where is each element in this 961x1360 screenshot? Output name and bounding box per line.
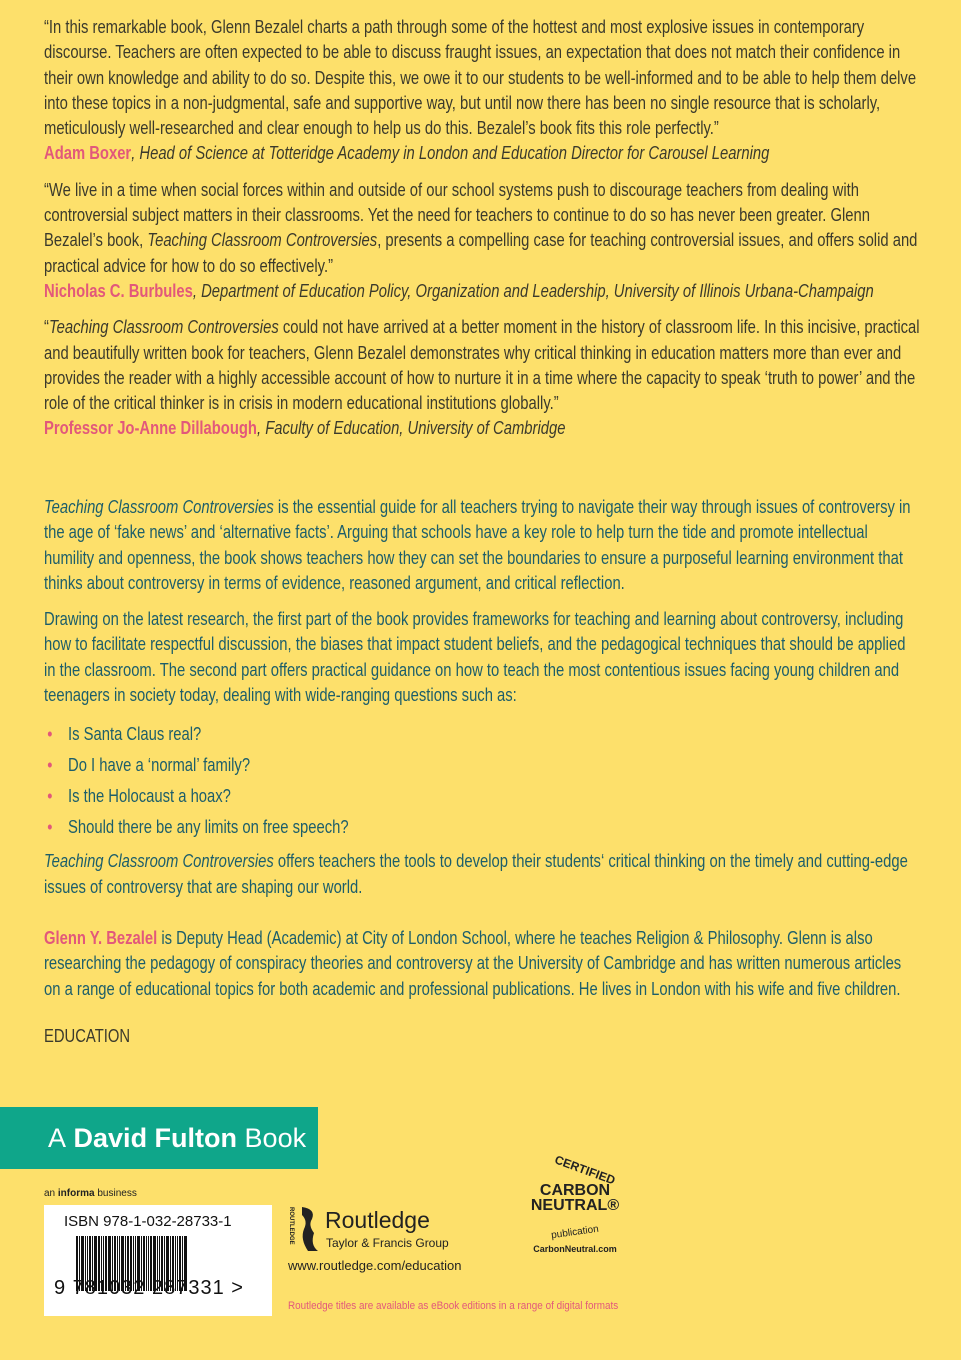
book-title: Teaching Classroom Controversies [44,850,274,872]
author-bio-text: is Deputy Head (Academic) at City of London School, where he teaches Religion & Philosophy. Glenn is also researching the pedagogy of conspiracy theories and controversy at the University of Cambridge and has written numerous articles on a range of educational topics for both academic and professional publications. He lives in London with his wife and five children. [44,926,902,999]
list-item: • Is the Holocaust a hoax? [68,780,920,811]
barcode [44,1205,272,1316]
endorser-name: Professor Jo-Anne Dillabough [44,417,257,439]
informa-pre: an [44,1188,58,1199]
publisher-name: Routledge [325,1207,430,1233]
carbon-site: CarbonNeutral.com [533,1244,617,1254]
endorsement-2 [44,177,920,303]
book-title: Teaching Classroom Controversies [44,496,274,517]
imprint-book: Book [244,1123,307,1153]
imprint-name: David Fulton [73,1123,238,1153]
quote-text: , presents a compelling case for teaching controversial issues, and offers solid and practical advice for how to do so effectively.” [44,229,918,276]
carbon-certified: CERTIFIED [552,1152,618,1188]
quote-text: could not have arrived at a better moment in the history of classroom life. In this incisive, practical and beautifully written book for teachers, Glenn Bezalel demonstrates why critical thinking in education matters more than ever and provides the reader with a highly accessible account of how to nurture it in a time where the capacity to speak ‘truth to power’ and the role of the critical thinker is in crisis in modern educational institutions globally.” [44,316,920,414]
endorser-name: Nicholas C. Burbules [44,279,193,301]
quote-text: “We live in a time when social forces within and outside of our school systems push to discourage teachers from dealing with controversial subject matters in their classrooms. Yet the need for teachers to continue to do so has never been greater. Glenn Bezalel’s book, [44,178,870,251]
endorser-affiliation: , Faculty of Education, University of Cambridge [256,417,566,439]
svg-text:ROUTLEDGE: ROUTLEDGE [288,1207,294,1245]
question-list [44,718,920,842]
informa-line [44,1188,137,1199]
endorser-name: Adam Boxer [44,142,132,164]
endorsement-3 [44,314,920,440]
author-bio [44,925,920,1001]
list-item: • Do I have a ‘normal’ family? [68,749,920,780]
carbon-publication: publication [550,1223,600,1242]
quote-text: “ [44,316,49,338]
endorsements [44,14,920,452]
informa-bold: informa [57,1188,95,1199]
routledge-logo-icon [288,1205,322,1258]
endorsement-1 [44,14,920,166]
book-title: Teaching Classroom Controversies [48,316,279,338]
endorser-affiliation: , Department of Education Policy, Organization and Leadership, University of Illinois Urbana-Champaign [192,279,874,301]
book-title: Teaching Classroom Controversies [147,229,378,251]
description [44,494,920,1059]
ebook-note: Routledge titles are available as eBook editions in a range of digital formats [288,1300,619,1312]
quote-text: “In this remarkable book, Glenn Bezalel charts a path through some of the hottest and most explosive issues in contemporary discourse. Teachers are often expected to be able to discuss fraught issues, an expectation that does not match their confidence in their own knowledge and ability to do so. Despite this, we owe it to our students to be well-informed and to be able to help them delve into these topics in a non-judgmental, safe and supportive way, but until now there has been no single resource that is scholarly, meticulously well-researched and clear enough to help us do this. Bezalel’s book fits this role perfectly.” [44,16,917,139]
informa-post: business [94,1188,137,1199]
publisher-group: Taylor & Francis Group [326,1236,449,1250]
description-paragraph: Drawing on the latest research, the first part of the book provides frameworks for teaching and learning about controversy, including how to facilitate respectful discussion, the biases that impact student beliefs, and the pedagogical techniques that should be applied in the classroom. The second part offers practical guidance on how to teach the most contentious issues facing young children and teenagers in society today, dealing with wide-ranging questions such as: [44,608,906,706]
publisher-url[interactable]: www.routledge.com/education [288,1258,462,1273]
description-paragraph [44,848,920,899]
paragraph-text: is the essential guide for all teachers trying to navigate their way through issues of controversy in the age of ‘fake news’ and ‘alternative facts’. Arguing that schools have a key role to help turn the tide and promote intellectual humility and openness, the book shows teachers how they can set the boundaries to ensure a purposeful learning environment that thinks about controversy in terms of evidence, reasoned argument, and critical reflection. [44,496,911,593]
paragraph-text: offers teachers the tools to develop their students‘ critical thinking on the timely and cutting-edge issues of controversy that are shaping our world. [44,850,908,897]
carbon-neutral-badge [520,1152,630,1254]
list-item: • Should there be any limits on free speech? [68,811,920,842]
ean-digits: 9 781032 287331 > [54,1277,244,1299]
list-item: • Is Santa Claus real? [68,718,920,749]
carbon-line2: NEUTRAL® [530,1197,620,1214]
description-paragraph [44,494,920,595]
category-label: EDUCATION [44,1024,131,1046]
carbon-line1: CARBON [539,1182,611,1199]
imprint-a: A [48,1123,67,1153]
imprint-banner [0,1107,318,1169]
endorser-affiliation: , Head of Science at Totteridge Academy in London and Education Director for Carousel Learning [131,142,770,164]
isbn-text: ISBN 978-1-032-28733-1 [64,1213,232,1230]
author-name: Glenn Y. Bezalel [44,926,158,948]
